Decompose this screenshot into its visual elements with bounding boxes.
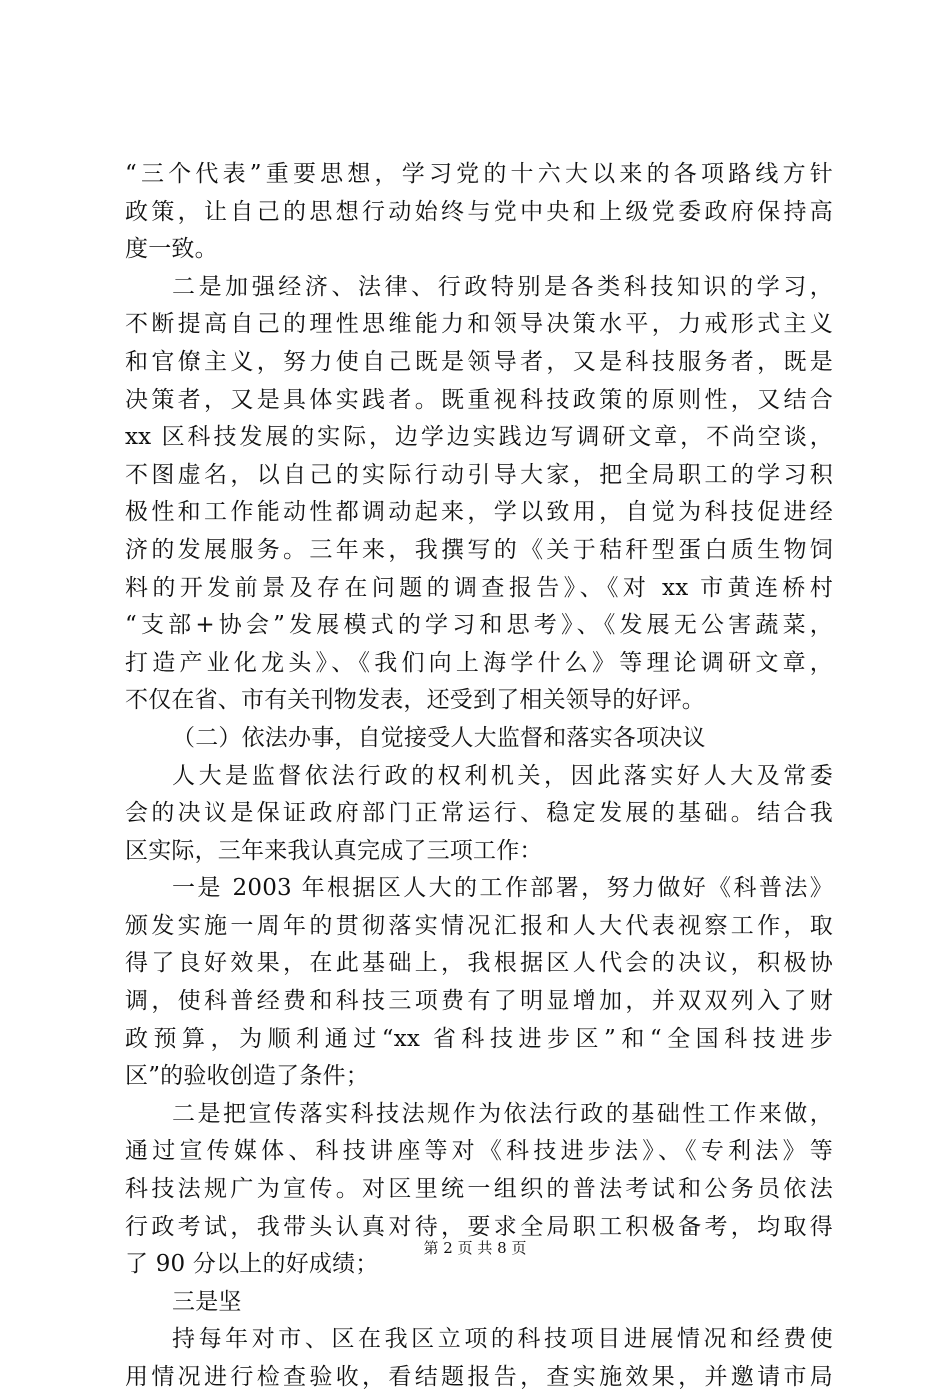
text-line: 和官僚主义，努力使自己既是领导者，又是科技服务者，既是 <box>125 348 833 375</box>
text-line: 政策，让自己的思想行动始终与党中央和上级党委政府保持高 <box>125 198 833 225</box>
text-line: “三个代表”重要思想，学习党的十六大以来的各项路线方针 <box>125 161 833 187</box>
text-line: 二是加强经济、法律、行政特别是各类科技知识的学习， <box>172 273 833 300</box>
text-line: 用情况进行检查验收，看结题报告，查实施效果，并邀请市局 <box>125 1364 833 1390</box>
text-line: 度一致。 <box>125 236 218 263</box>
text-line: 二是把宣传落实科技法规作为依法行政的基础性工作来做， <box>172 1100 833 1127</box>
text-line: 一是 2003 年根据区人大的工作部署，努力做好《科普法》 <box>172 875 833 902</box>
text-line: 料的开发前景及存在问题的调查报告》、《对 xx 市黄连桥村 <box>125 574 833 601</box>
text-line: 得了良好效果，在此基础上，我根据区人代会的决议，积极协 <box>125 950 833 977</box>
text-line: 区实际，三年来我认真完成了三项工作： <box>125 837 543 864</box>
text-line: 人大是监督依法行政的权利机关，因此落实好人大及常委 <box>172 762 833 789</box>
text-line: 持每年对市、区在我区立项的科技项目进展情况和经费使 <box>172 1326 833 1353</box>
text-line: 不断提高自己的理性思维能力和领导决策水平，力戒形式主义 <box>125 311 833 338</box>
text-line: 颁发实施一周年的贯彻落实情况汇报和人大代表视察工作，取 <box>125 912 833 939</box>
text-line: xx 区科技发展的实际，边学边实践边写调研文章，不尚空谈， <box>125 424 833 451</box>
text-line: 不仅在省、市有关刊物发表，还受到了相关领导的好评。 <box>125 687 705 714</box>
page-footer: 第 2 页 共 8 页 <box>423 1239 527 1257</box>
text-line: 通过宣传媒体、科技讲座等对《科技进步法》、《专利法》等 <box>125 1138 833 1165</box>
text-line: 会的决议是保证政府部门正常运行、稳定发展的基础。结合我 <box>125 800 833 827</box>
text-line: 极性和工作能动性都调动起来，学以致用，自觉为科技促进经 <box>125 499 833 526</box>
text-line: “支部+协会”发展模式的学习和思考》、《发展无公害蔬菜， <box>125 612 833 639</box>
text-line: 决策者，又是具体实践者。既重视科技政策的原则性，又结合 <box>125 386 833 413</box>
document-body <box>125 156 833 1397</box>
text-line: 区”的验收创造了条件； <box>125 1063 369 1090</box>
text-line: （二）依法办事，自觉接受人大监督和落实各项决议 <box>172 724 706 751</box>
text-line: 政预算，为顺利通过“xx 省科技进步区”和“全国科技进步 <box>125 1025 833 1052</box>
text-line: 不图虚名，以自己的实际行动引导大家，把全局职工的学习积 <box>125 461 833 488</box>
text-line: 济的发展服务。三年来，我撰写的《关于秸秆型蛋白质生物饲 <box>125 536 833 563</box>
text-line: 三是坚 <box>172 1288 242 1315</box>
text-line: 了 90 分以上的好成绩； <box>125 1251 379 1278</box>
text-line: 科技法规广为宣传。对区里统一组织的普法考试和公务员依法 <box>125 1176 833 1203</box>
text-line: 调，使科普经费和科技三项费有了明显增加，并双双列入了财 <box>125 988 833 1015</box>
text-line: 打造产业化龙头》、《我们向上海学什么》等理论调研文章， <box>125 649 833 676</box>
text-line: 行政考试，我带头认真对待，要求全局职工积极备考，均取得 <box>125 1213 833 1240</box>
